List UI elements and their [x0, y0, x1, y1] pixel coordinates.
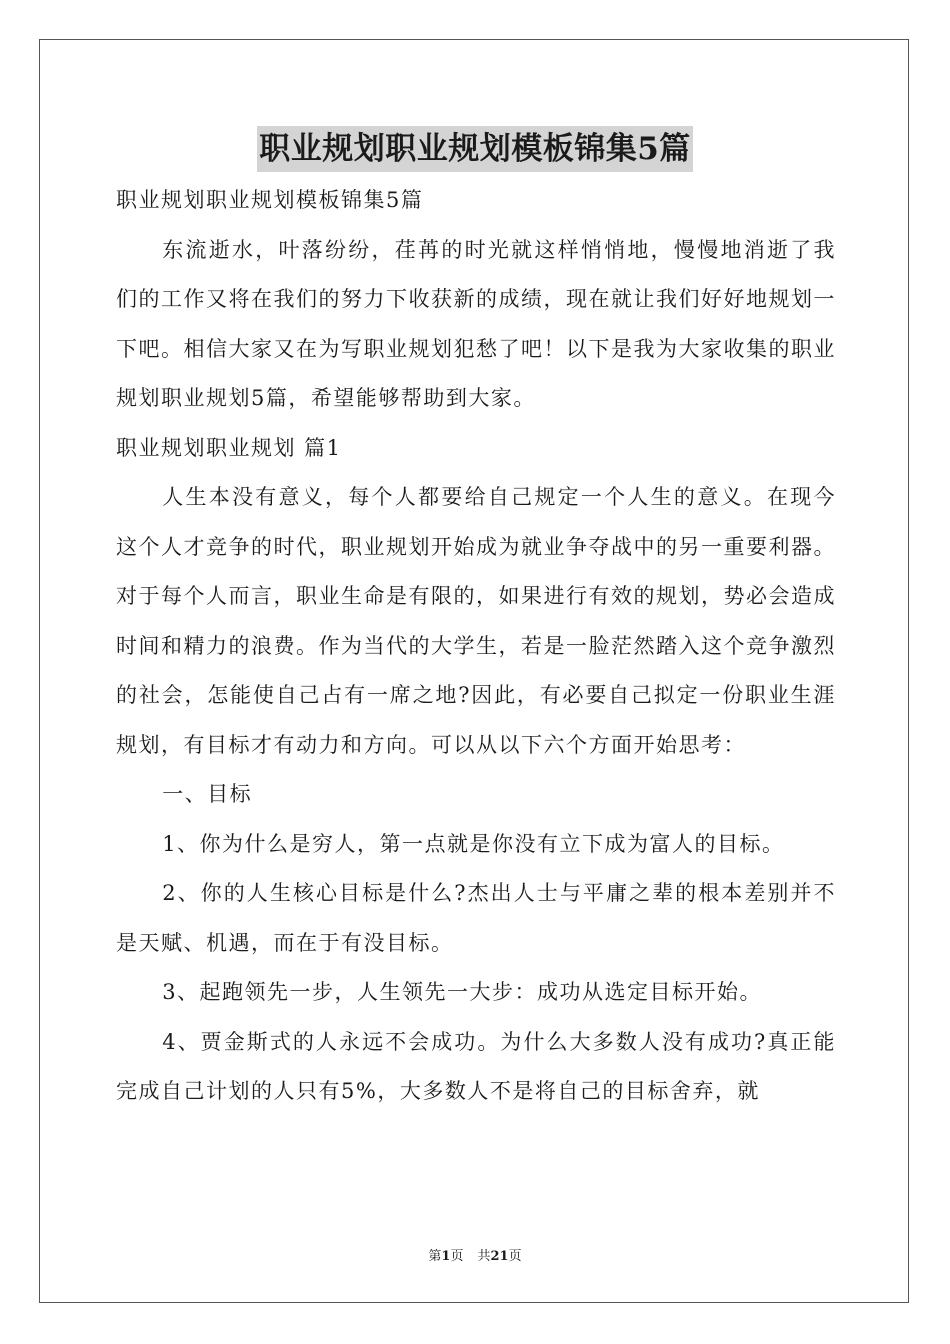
section-heading: 职业规划职业规划 篇1	[116, 435, 342, 460]
page-footer	[0, 1248, 950, 1266]
document-body	[116, 176, 836, 1117]
page-number-prefix: 第	[428, 1249, 442, 1264]
paragraph: 3、起跑领先一步，人生领先一大步：成功从选定目标开始。	[162, 980, 763, 1004]
paragraph: 东流逝水，叶落纷纷，荏苒的时光就这样悄悄地，慢慢地消逝了我们的工作又将在我们的努力下收获新的成绩，现在就让我们好好地规划一下吧。相信大家又在为写职业规划犯愁了吧！以下是我为大家收集的职业规划职业规划5篇，希望能够帮助到大家。	[116, 237, 836, 410]
page-total-prefix: 共	[477, 1249, 491, 1264]
document-title: 职业规划职业规划模板锦集5篇	[257, 126, 693, 172]
page-total-count: 21	[490, 1249, 509, 1264]
paragraph: 1、你为什么是穷人，第一点就是你没有立下成为富人的目标。	[162, 831, 785, 856]
paragraph: 职业规划职业规划模板锦集5篇	[116, 188, 424, 212]
paragraph: 2、你的人生核心目标是什么?杰出人士与平庸之辈的根本差别并不是天赋、机遇，而在于有没目标。	[116, 881, 836, 955]
page-number-suffix: 页	[450, 1249, 464, 1264]
paragraph: 人生本没有意义，每个人都要给自己规定一个人生的意义。在现今这个人才竞争的时代，职业规划开始成为就业争夺战中的另一重要利器。对于每个人而言，职业生命是有限的，如果进行有效的规划，势必会造成时间和精力的浪费。作为当代的大学生，若是一脸茫然踏入这个竞争激烈的社会，怎能使自己占有一席之地?因此，有必要自己拟定一份职业生涯规划，有目标才有动力和方向。可以从以下六个方面开始思考：	[116, 485, 836, 757]
paragraph: 4、贾金斯式的人永远不会成功。为什么大多数人没有成功?真正能完成自己计划的人只有5%，大多数人不是将自己的目标舍弃，就	[116, 1029, 836, 1103]
page-total-suffix: 页	[508, 1249, 522, 1264]
paragraph: 一、目标	[162, 782, 253, 806]
page-number-current: 1	[441, 1249, 451, 1264]
title-container	[0, 126, 950, 172]
